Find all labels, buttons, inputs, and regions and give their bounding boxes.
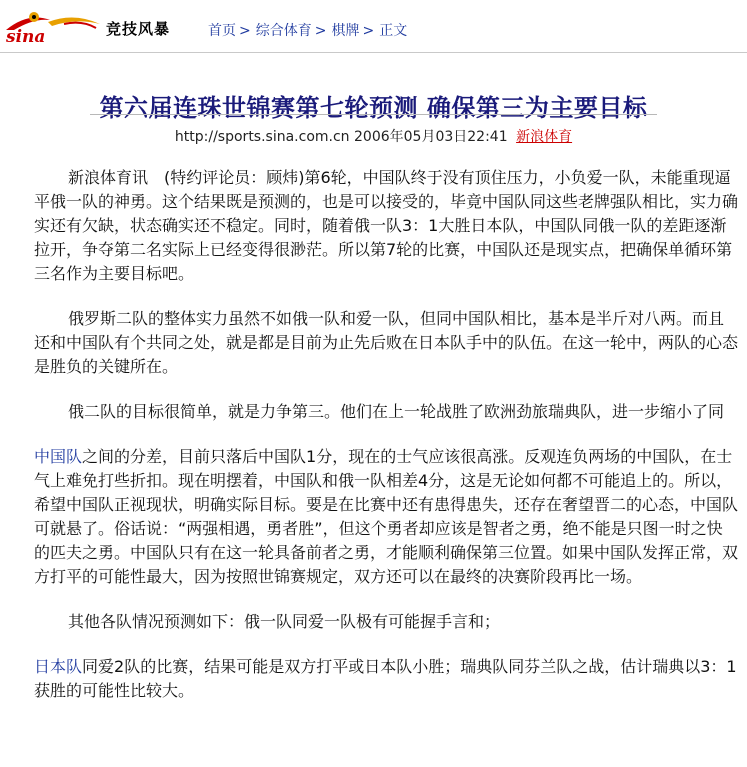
article-body (34, 166, 738, 724)
breadcrumb-article-link[interactable]: 正文 (379, 23, 408, 39)
title-divider (90, 114, 657, 115)
article-url: http://sports.sina.com.cn (174, 129, 350, 145)
site-header (0, 0, 747, 52)
sina-wordmark: sina (6, 27, 46, 44)
article-paragraph (34, 400, 738, 424)
breadcrumb-separator: > (362, 23, 375, 39)
article-paragraph (34, 307, 738, 379)
article-paragraph (34, 445, 738, 589)
breadcrumb-separator: > (314, 23, 327, 39)
paragraph-text: 之间的分差，目前只落后中国队1分，现在的士气应该很高涨。反观连负两场的中国队，在士气上难免打些折扣。现在明摆着，中国队和俄一队相差4分，这是无论如何都不可能追上的。所以，希望中国队正视现状，明确实际目标。要是在比赛中还有患得患失，还存在奢望晋二的心态，中国队可就悬了。俗话说：“两强相遇，勇者胜”，但这个勇者却应该是智者之勇，绝不能是只图一时之快的匹夫之勇。中国队只有在这一轮具备前者之勇，才能顺利确保第三位置。如果中国队发挥正常，双方打平的可能性最大，因为按照世锦赛规定，双方还可以在最终的决赛阶段再比一场。 (34, 447, 739, 586)
article-paragraph (34, 655, 738, 703)
team-link-japan[interactable]: 日本队 (34, 657, 83, 676)
paragraph-text: 俄二队的目标很简单，就是力争第三。他们在上一轮战胜了欧洲劲旅瑞典队，进一步缩小了同 (68, 402, 725, 421)
article-title: 第六届连珠世锦赛第七轮预测 确保第三为主要目标 (99, 94, 648, 123)
breadcrumb-chess-link[interactable]: 棋牌 (331, 23, 360, 39)
paragraph-text: 同爱2队的比赛，结果可能是双方打平或日本队小胜；瑞典队同芬兰队之战，估计瑞典以3：1获胜的可能性比较大。 (34, 657, 737, 700)
team-link-china[interactable]: 中国队 (34, 447, 83, 466)
breadcrumb-separator: > (239, 23, 251, 39)
article-datetime: 2006年05月03日22:41 (354, 129, 508, 145)
paragraph-text: 其他各队情况预测如下：俄一队同爱一队极有可能握手言和； (68, 612, 501, 631)
breadcrumb-home-link[interactable]: 首页 (208, 23, 236, 39)
article-meta (0, 126, 747, 146)
paragraph-text: 俄罗斯二队的整体实力虽然不如俄一队和爱一队，但同中国队相比，基本是半斤对八两。而且还和中国队有个共同之处，就是都是目前为止先后败在日本队手中的队伍。在这一轮中，两队的心态是胜负的关键所在。 (34, 309, 739, 376)
article-paragraph (34, 166, 738, 286)
channel-name: 竞技风暴 (106, 20, 171, 38)
article-paragraph (34, 610, 738, 634)
breadcrumb (208, 20, 407, 40)
article-source-link[interactable]: 新浪体育 (516, 129, 573, 145)
paragraph-text: 新浪体育讯 (特约评论员：顾炜)第6轮，中国队终于没有顶住压力，小负爱一队，未能重现逼平俄一队的神勇。这个结果既是预测的，也是可以接受的，毕竟中国队同这些老牌强队相比，实力确实还有欠缺，状态确实还不稳定。同时，随着俄一队3：1大胜日本队，中国队同俄一队的差距逐渐拉开，争夺第二名实际上已经变得很渺茫。所以第7轮的比赛，中国队还是现实点，把确保单循环第三名作为主要目标吧。 (34, 168, 739, 283)
sina-logo[interactable] (4, 8, 102, 44)
breadcrumb-sports-link[interactable]: 综合体育 (255, 23, 312, 39)
